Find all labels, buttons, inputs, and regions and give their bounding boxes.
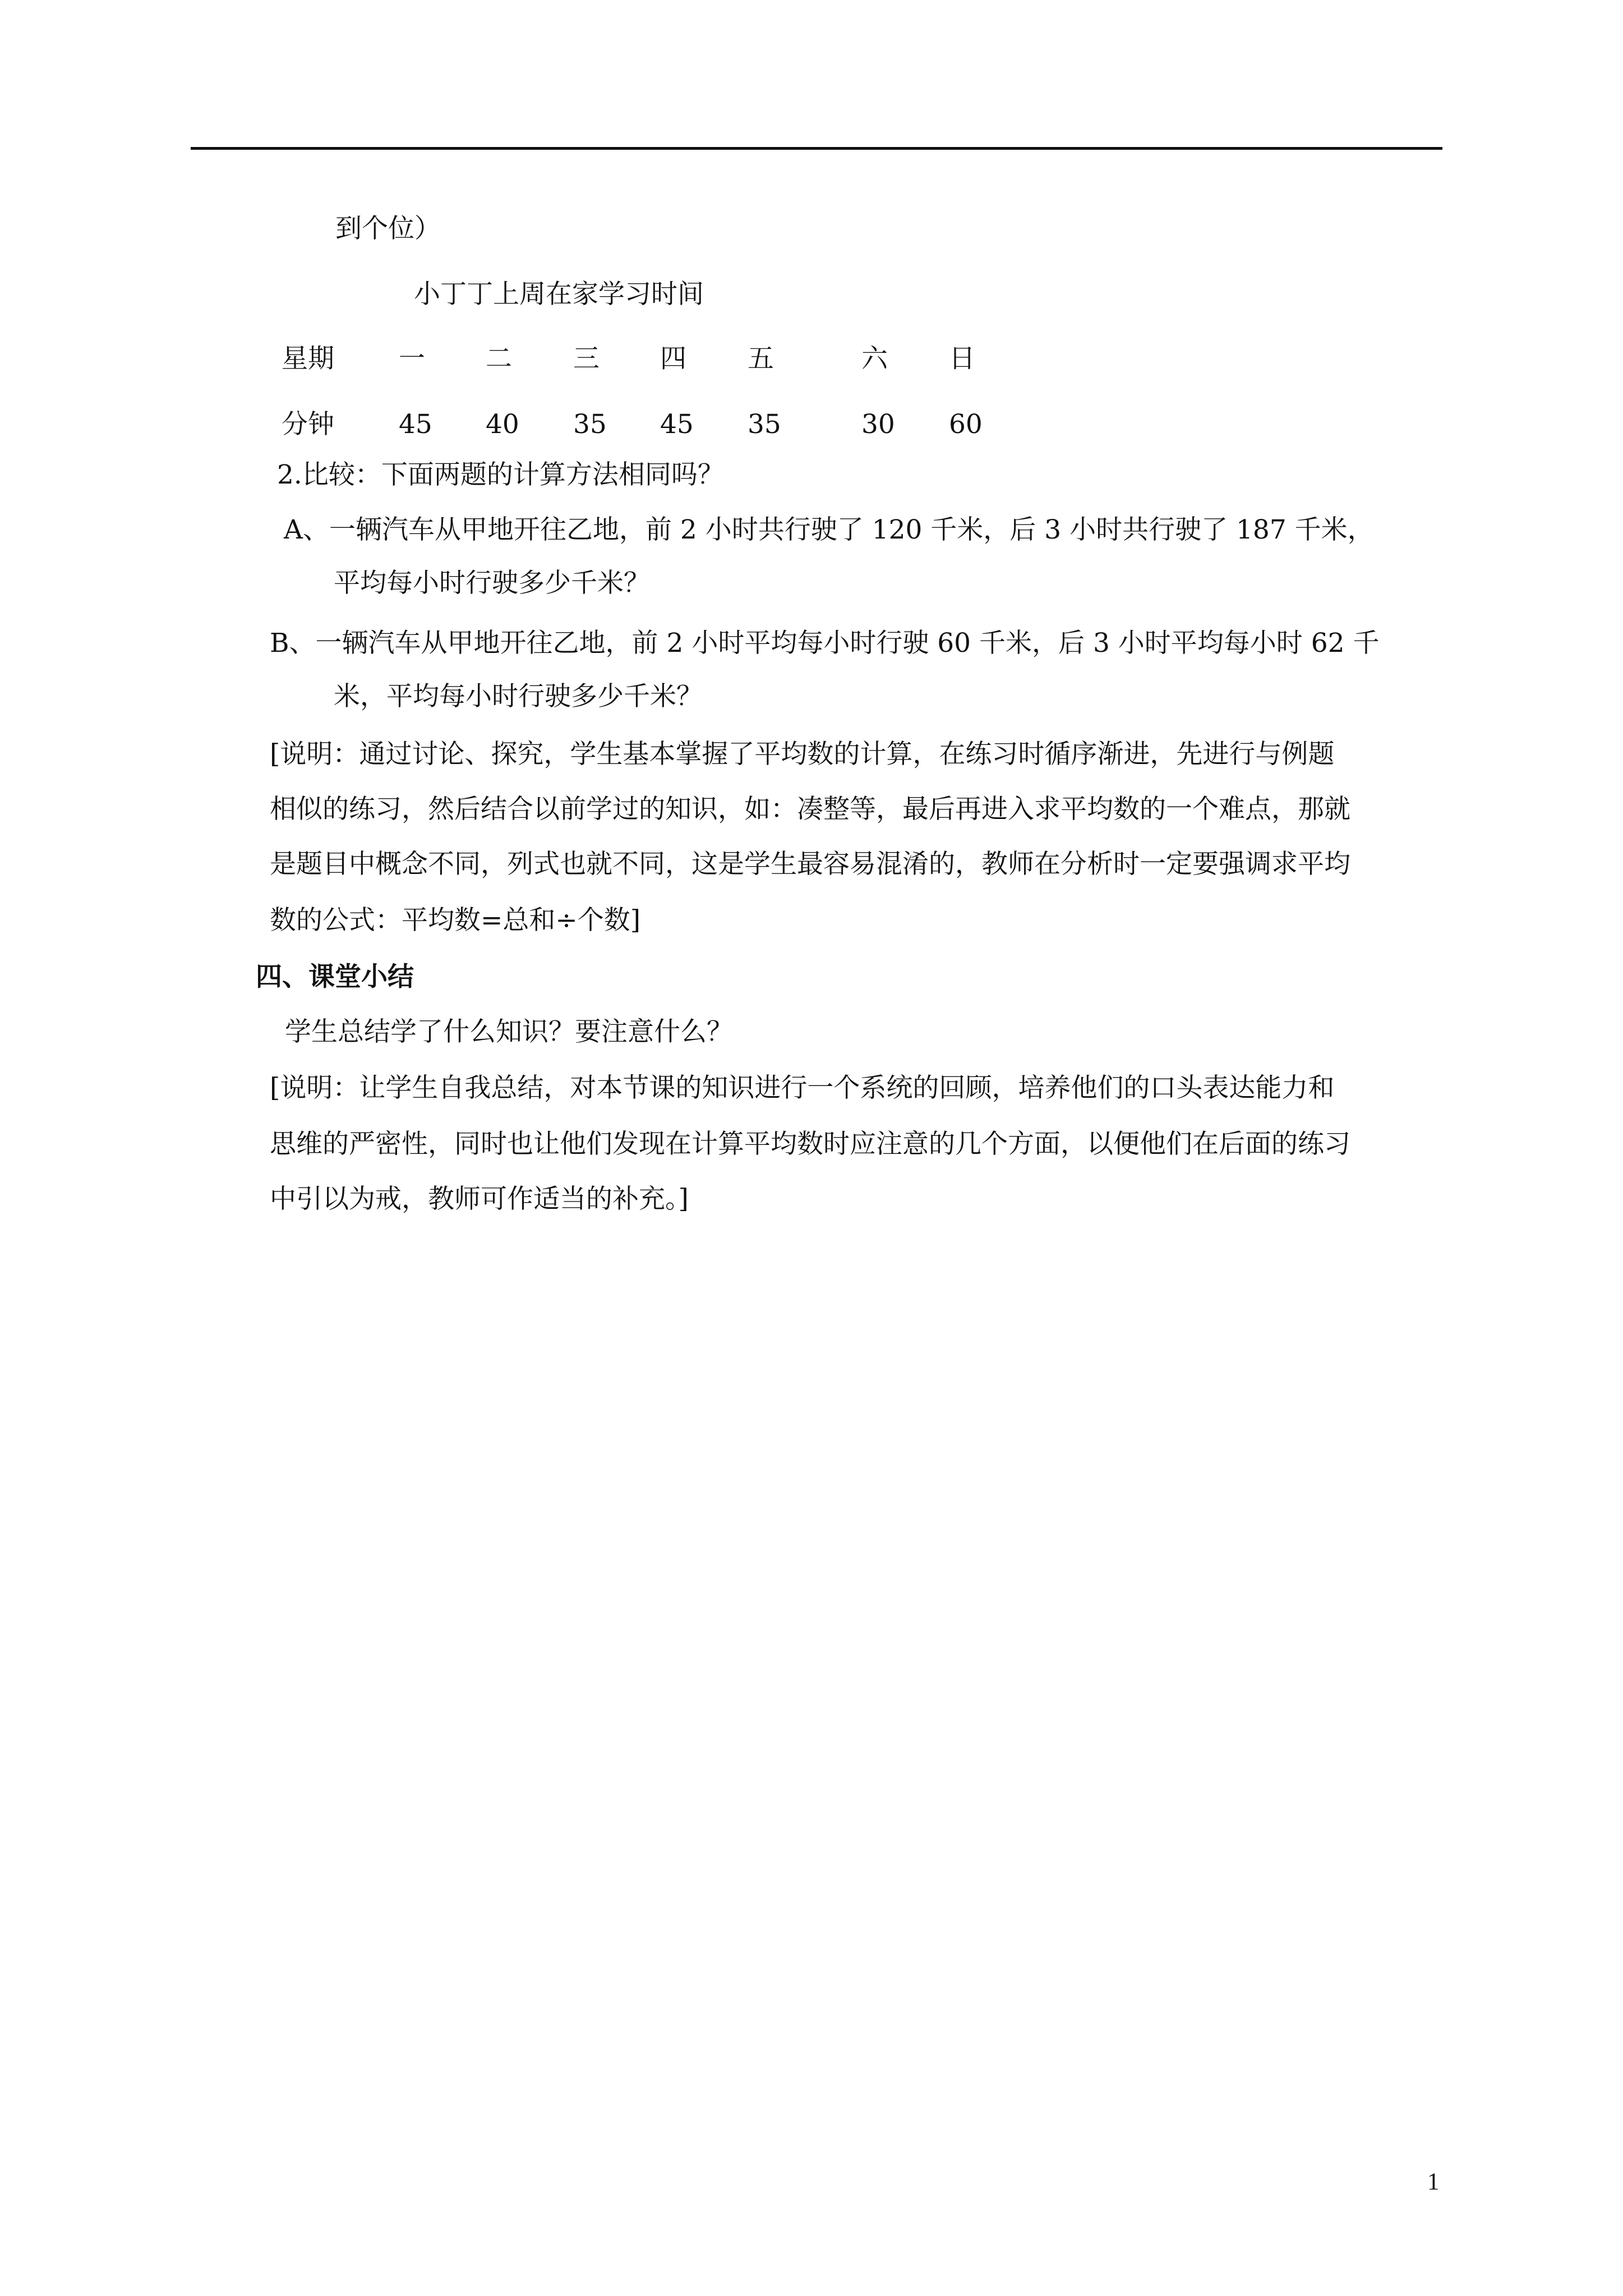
table-cell-minutes: 45	[660, 409, 694, 440]
table-cell-day: 二	[486, 343, 512, 374]
table-row-label-minutes: 分钟	[282, 409, 334, 440]
exercise-2-option-b: B、一辆汽车从甲地开往乙地，前 2 小时平均每小时行驶 60 千米，后 3 小时平均每小时 62 千	[270, 628, 1380, 659]
header-rule	[191, 147, 1442, 150]
teaching-note-2-line: 中引以为戒，教师可作适当的补充。]	[270, 1184, 689, 1214]
exercise-2-prompt: 2.比较：下面两题的计算方法相同吗？	[277, 459, 724, 490]
table-cell-day: 五	[748, 343, 774, 374]
table-cell-minutes: 35	[748, 409, 781, 440]
table-cell-day: 六	[861, 343, 888, 374]
exercise-2-option-a: A、一辆汽车从甲地开往乙地，前 2 小时共行驶了 120 千米，后 3 小时共行驶了 187 千米，	[284, 514, 1374, 545]
table-cell-day: 一	[399, 343, 425, 374]
section-4-heading: 四、课堂小结	[256, 961, 414, 992]
table-cell-day: 三	[573, 343, 600, 374]
teaching-note-1-line: 是题目中概念不同，列式也就不同，这是学生最容易混淆的，教师在分析时一定要强调求平均	[270, 849, 1350, 880]
table-cell-day: 四	[660, 343, 686, 374]
table-cell-day: 日	[949, 343, 975, 374]
teaching-note-2-line: [说明：让学生自我总结，对本节课的知识进行一个系统的回顾，培养他们的口头表达能力和	[270, 1073, 1335, 1103]
teaching-note-1-line: [说明：通过讨论、探究，学生基本掌握了平均数的计算，在练习时循序渐进，先进行与例题	[270, 739, 1335, 770]
table-cell-minutes: 45	[399, 409, 432, 440]
table-cell-minutes: 30	[861, 409, 895, 440]
table-cell-minutes: 60	[949, 409, 983, 440]
teaching-note-1-line: 数的公式：平均数=总和÷个数]	[270, 905, 641, 936]
table-row-label-weekday: 星期	[282, 343, 334, 374]
table-cell-minutes: 40	[486, 409, 519, 440]
teaching-note-2-line: 思维的严密性，同时也让他们发现在计算平均数时应注意的几个方面，以便他们在后面的练习	[270, 1129, 1350, 1159]
continuation-text: 到个位）	[335, 213, 441, 244]
exercise-2-option-a-continued: 平均每小时行驶多少千米？	[334, 568, 650, 599]
exercise-2-option-b-continued: 米，平均每小时行驶多少千米？	[334, 681, 703, 712]
section-4-question: 学生总结学了什么知识？要注意什么？	[285, 1016, 733, 1047]
teaching-note-1-line: 相似的练习，然后结合以前学过的知识，如：凑整等，最后再进入求平均数的一个难点，那就	[270, 794, 1350, 825]
page-number: 1	[1427, 2169, 1440, 2195]
table-cell-minutes: 35	[573, 409, 607, 440]
table-title: 小丁丁上周在家学习时间	[414, 279, 704, 310]
